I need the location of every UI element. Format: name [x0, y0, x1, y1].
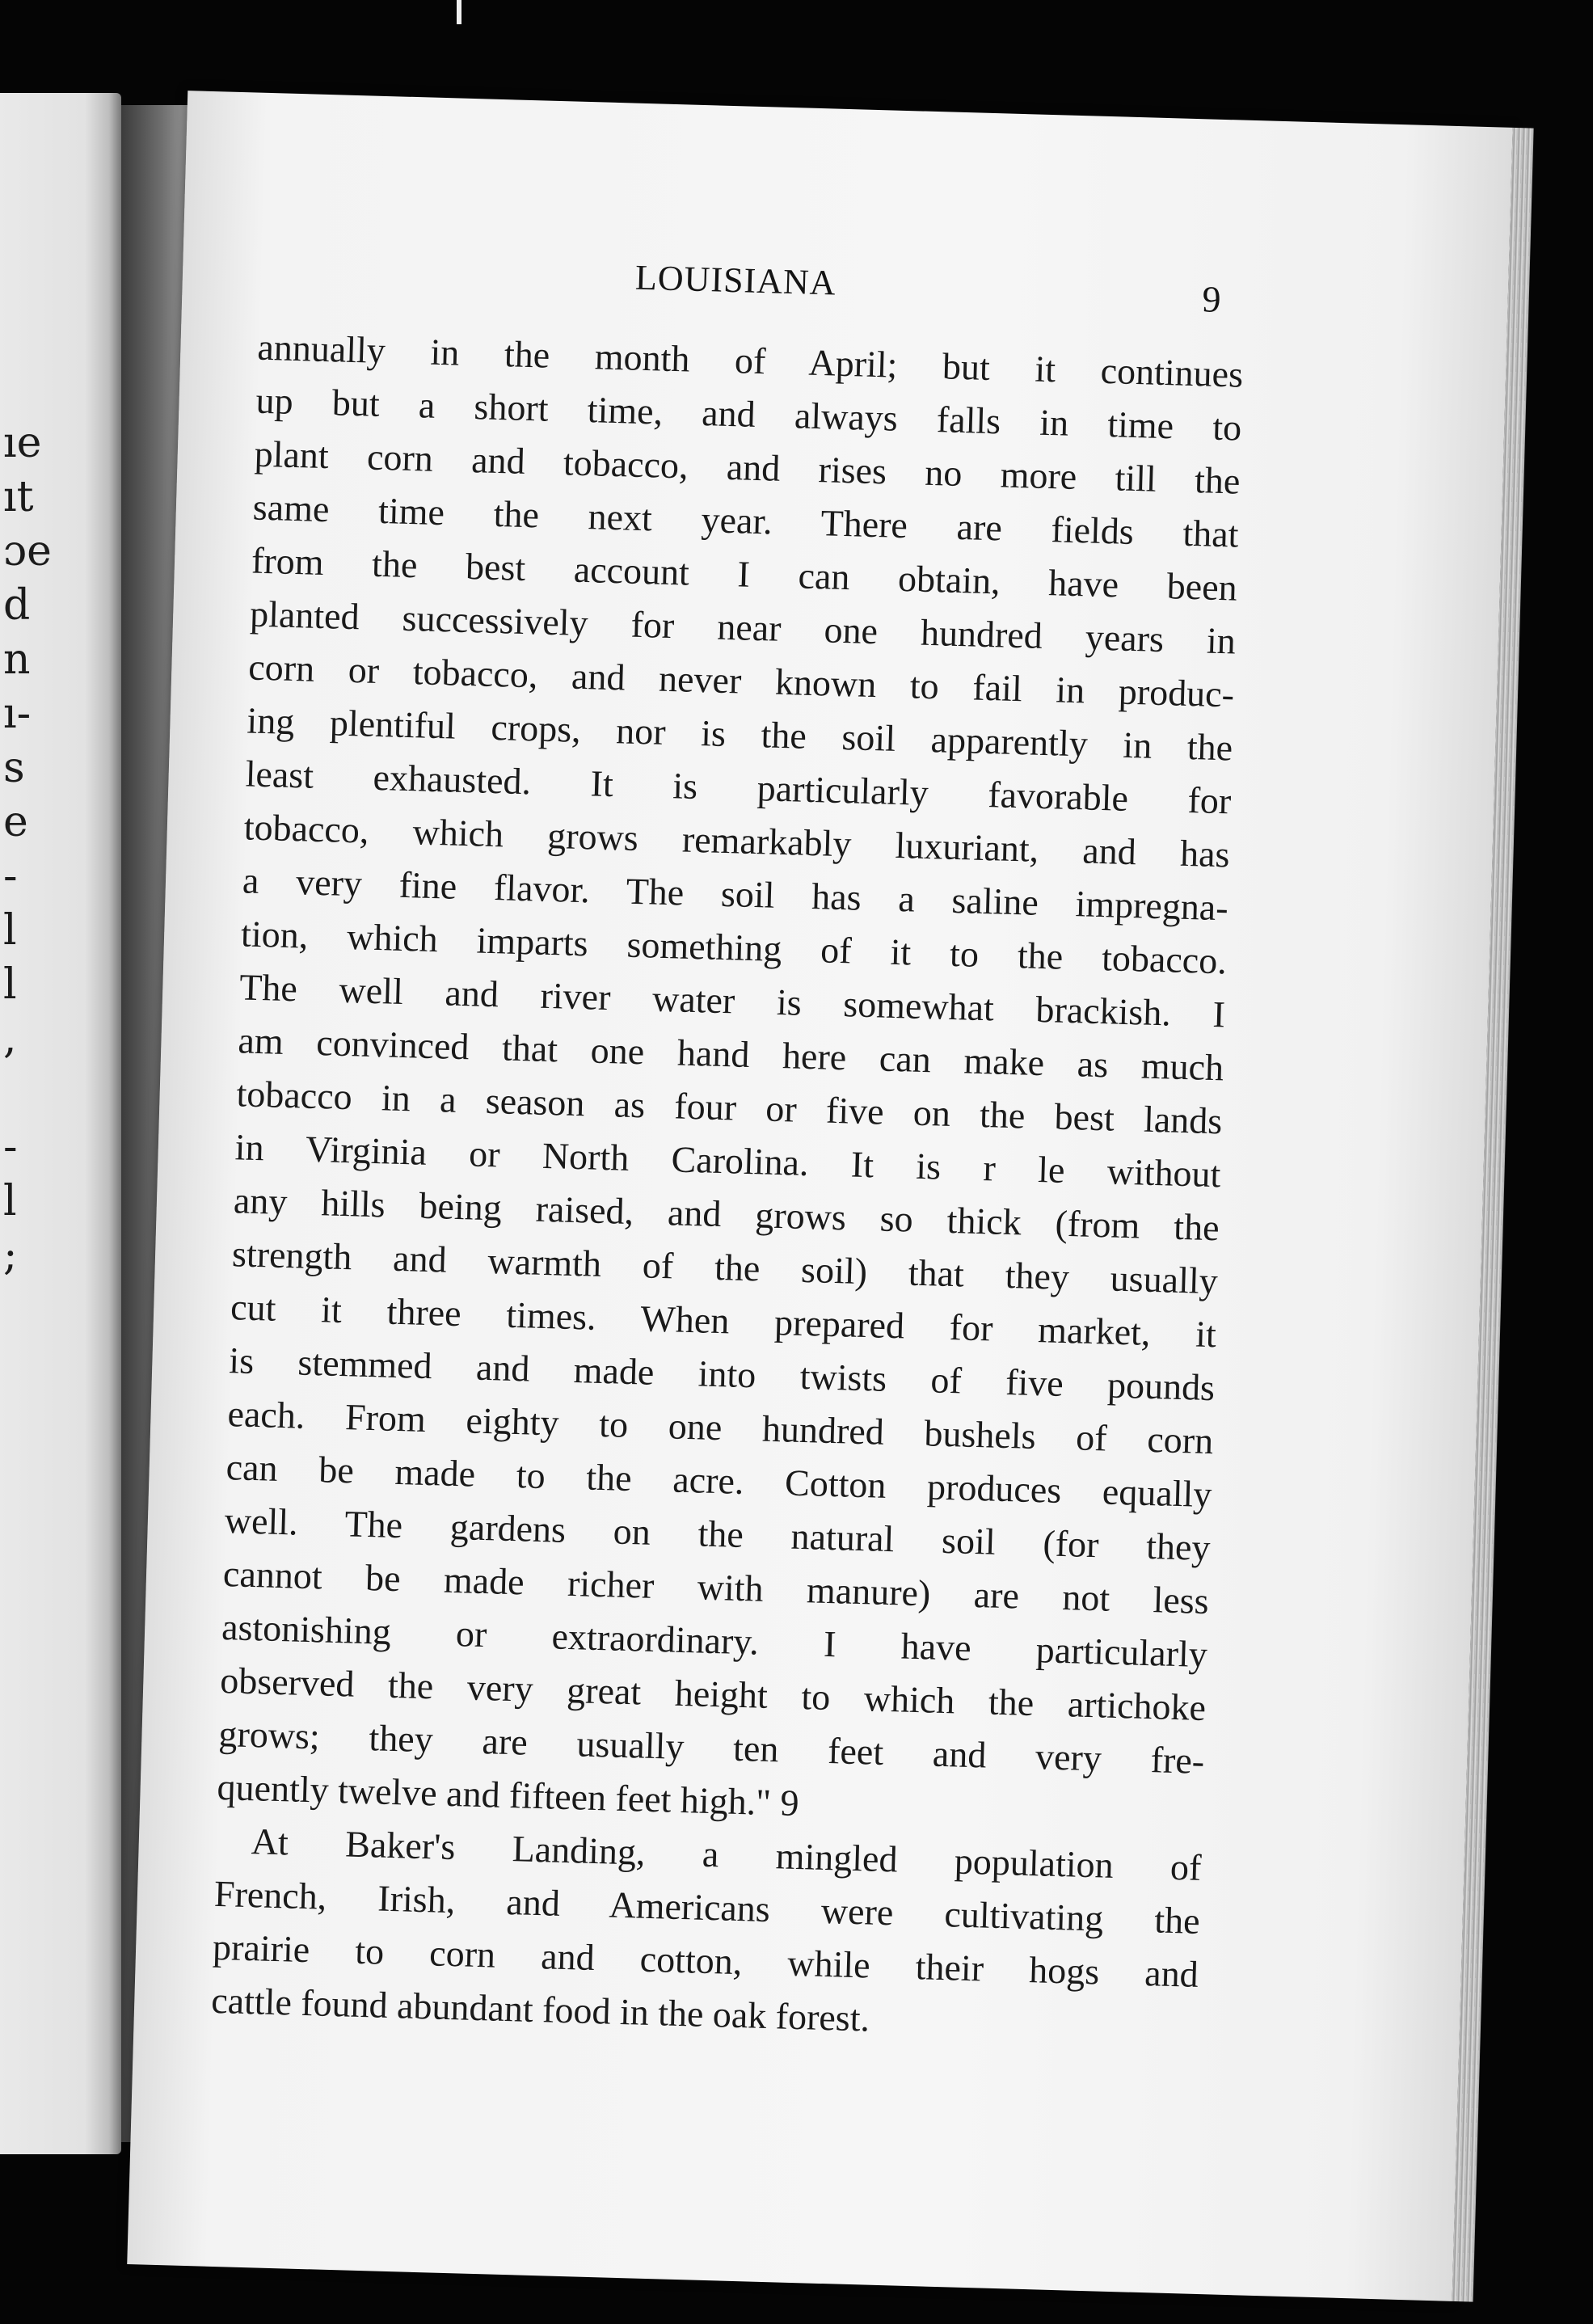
text-line: annually in the month of April; but it continues: [256, 326, 1244, 395]
facing-page-fragment: ɔe: [3, 527, 52, 576]
facing-page-fragment: d: [3, 581, 31, 630]
text-line: The well and river water is somewhat brackish. I: [238, 966, 1226, 1035]
facing-page-fragment: l: [3, 1177, 17, 1225]
text-line: well. The gardens on the natural soil (for they: [224, 1499, 1212, 1569]
facing-page-fragment: -: [3, 1123, 18, 1171]
text-line: planted successively for near one hundred years in: [249, 593, 1237, 662]
text-line: up but a short time, and always falls in time to: [255, 379, 1242, 449]
text-line: tobacco, which grows remarkably luxuriant, and has: [243, 806, 1231, 875]
text-line: astonishing or extraordinary. I have particularly: [221, 1606, 1208, 1676]
facing-page-fragment: l: [3, 906, 17, 955]
text-line: quently twelve and fifteen feet high." 9: [217, 1765, 800, 1824]
text-line: French, Irish, and Americans were cultivating the: [213, 1872, 1201, 1942]
facing-page-fragment: ıe: [3, 419, 42, 467]
text-line: strength and warmth of the soil) that they usually: [231, 1233, 1219, 1302]
text-line: tion, which imparts something of it to the tobacco.: [240, 913, 1228, 982]
text-line: in Virginia or North Carolina. It is r le without: [234, 1126, 1222, 1196]
text-line: tobacco in a season as four or five on the best lands: [235, 1073, 1223, 1142]
facing-page-fragment: ı-: [3, 690, 32, 738]
text-line: grows; they are usually ten feet and very fre-: [217, 1712, 1205, 1782]
text-line: a very fine flavor. The soil has a saline impregna-: [242, 859, 1229, 929]
facing-page-fragment: -: [3, 852, 18, 900]
text-line: from the best account I can obtain, have been: [251, 539, 1238, 609]
text-line: is stemmed and made into twists of five pounds: [228, 1339, 1216, 1409]
running-head: [182, 244, 1508, 330]
facing-page-fragment: s: [3, 744, 25, 792]
text-line: am convinced that one hand here can make as much: [237, 1019, 1224, 1089]
running-head-title: LOUISIANA: [634, 257, 837, 303]
text-line: ing plentiful crops, nor is the soil apparently in the: [246, 699, 1233, 769]
text-line: can be made to the acre. Cotton produces equally: [225, 1446, 1213, 1516]
book-page: [127, 91, 1512, 2301]
facing-page-fragment: ,: [3, 1014, 17, 1063]
text-line: corn or tobacco, and never known to fail in produc-: [247, 646, 1235, 715]
text-line: plant corn and tobacco, and rises no more till the: [254, 432, 1241, 502]
text-line: least exhausted. It is particularly favorable for: [245, 753, 1232, 822]
facing-page-text-fragments: [0, 416, 89, 1283]
facing-page-fragment: n: [3, 635, 31, 684]
facing-page-fragment: l: [3, 960, 17, 1009]
text-line: each. From eighty to one hundred bushels of corn: [226, 1393, 1214, 1462]
page-edge: [1452, 128, 1534, 2302]
facing-page-fragment: ;: [3, 1231, 18, 1280]
facing-page-fragment: ıt: [3, 473, 34, 521]
text-line: At Baker's Landing, a mingled population of: [251, 1820, 1203, 1888]
text-line: prairie to corn and cotton, while their hogs and: [212, 1925, 1199, 1995]
text-line: observed the very great height to which the artichoke: [219, 1660, 1207, 1729]
text-line: cattle found abundant food in the oak forest.: [210, 1979, 870, 2039]
text-line: any hills being raised, and grows so thick (from the: [233, 1179, 1220, 1249]
dust-speck: [457, 0, 461, 24]
text-line: same time the next year. There are fields that: [252, 486, 1240, 555]
facing-page-left: [0, 93, 121, 2154]
facing-page-fragment: e: [3, 798, 28, 846]
body-text: [210, 321, 1243, 2055]
page-number: 9: [1201, 278, 1222, 320]
text-line: cut it three times. When prepared for market, it: [230, 1286, 1217, 1356]
facing-page-fragment: [0, 1066, 89, 1120]
text-line: cannot be made richer with manure) are not less: [222, 1553, 1210, 1622]
